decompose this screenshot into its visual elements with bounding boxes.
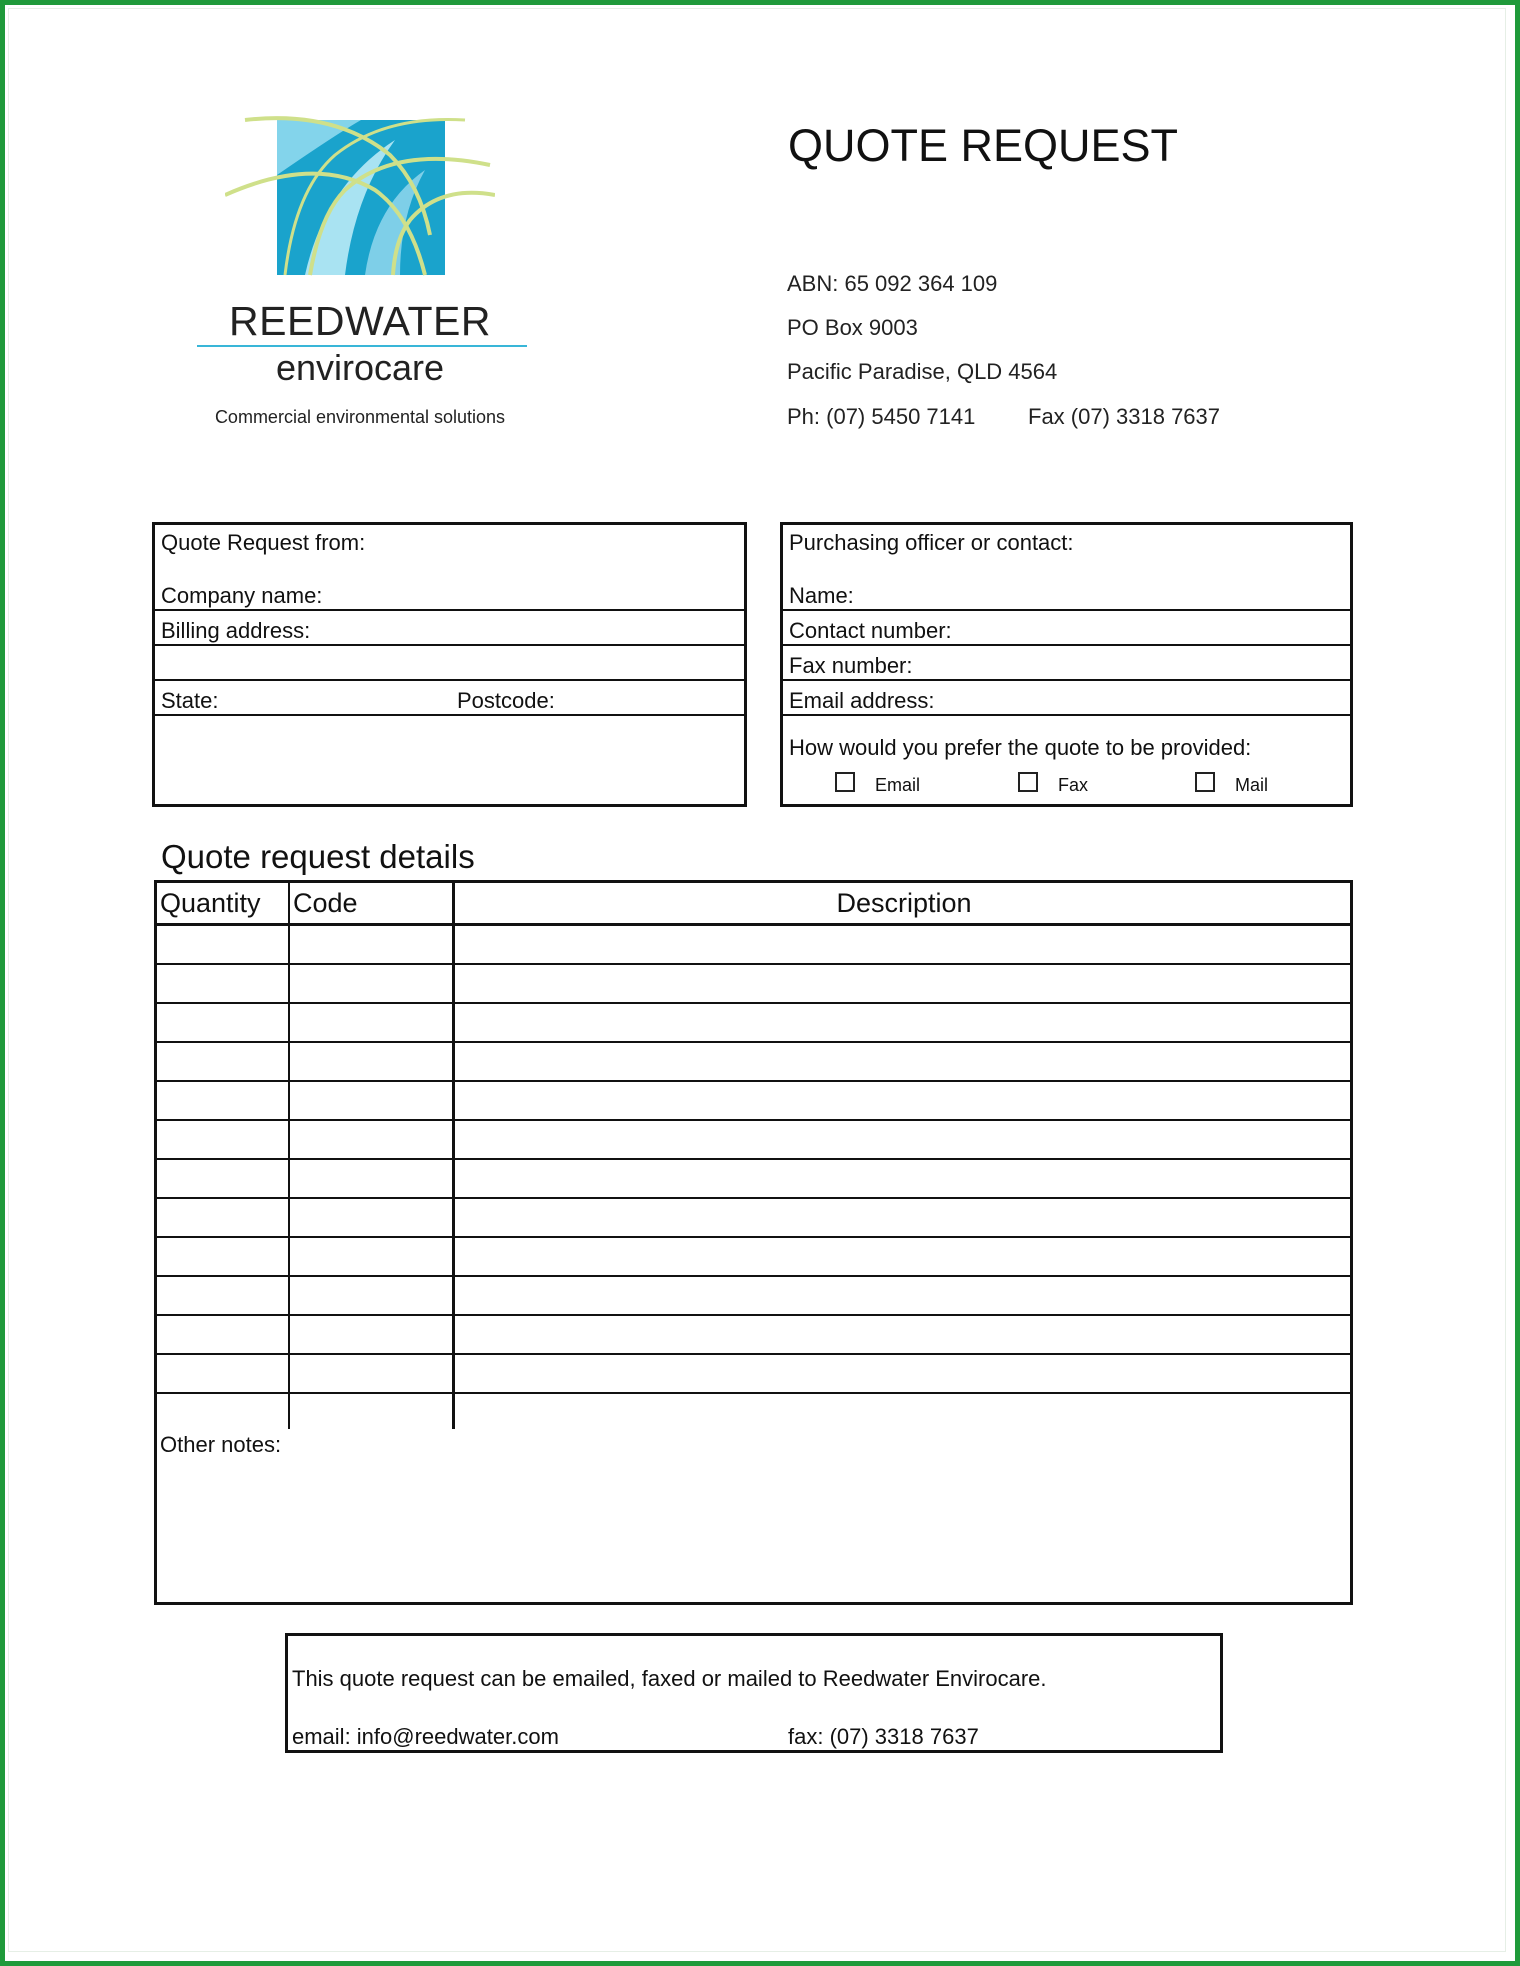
- fax-checkbox[interactable]: [1018, 772, 1038, 792]
- code-cell[interactable]: [289, 1354, 454, 1393]
- table-row: [156, 1081, 1352, 1120]
- other-notes-label: Other notes:: [160, 1432, 282, 1457]
- quantity-cell[interactable]: [156, 1276, 290, 1315]
- reedwater-logo: [225, 115, 495, 280]
- mail-checkbox[interactable]: [1195, 772, 1215, 792]
- fax-number-line[interactable]: [783, 679, 1350, 681]
- abn-text: ABN: 65 092 364 109: [787, 271, 998, 296]
- description-cell[interactable]: [454, 1042, 1352, 1081]
- code-cell[interactable]: [289, 1315, 454, 1354]
- footer-email: email: info@reedwater.com: [292, 1724, 559, 1749]
- email-address-label: Email address:: [789, 688, 935, 713]
- page-title: QUOTE REQUEST: [788, 120, 1179, 171]
- table-row: [156, 1159, 1352, 1198]
- email-checkbox[interactable]: [835, 772, 855, 792]
- code-cell[interactable]: [289, 925, 454, 965]
- table-row: [156, 1393, 1352, 1433]
- code-cell[interactable]: [289, 1393, 454, 1433]
- description-cell[interactable]: [454, 1003, 1352, 1042]
- table-row: [156, 1237, 1352, 1276]
- brand-tagline: Commercial environmental solutions: [214, 407, 506, 427]
- code-cell[interactable]: [289, 964, 454, 1003]
- table-row: [156, 925, 1352, 965]
- quote-from-box: [152, 522, 747, 807]
- quantity-cell[interactable]: [156, 1315, 290, 1354]
- address-text: Pacific Paradise, QLD 4564: [787, 359, 1058, 384]
- state-label: State:: [161, 688, 219, 713]
- contact-heading: Purchasing officer or contact:: [789, 530, 1074, 555]
- code-header: Code: [289, 882, 454, 925]
- billing-address-line[interactable]: [155, 644, 744, 646]
- quantity-cell[interactable]: [156, 1159, 290, 1198]
- state-line[interactable]: [155, 714, 744, 716]
- postcode-label: Postcode:: [457, 688, 555, 713]
- quantity-header: Quantity: [156, 882, 290, 925]
- description-cell[interactable]: [454, 1315, 1352, 1354]
- table-row: [156, 1120, 1352, 1159]
- details-title: Quote request details: [161, 838, 475, 875]
- description-cell[interactable]: [454, 1276, 1352, 1315]
- quantity-cell[interactable]: [156, 1393, 290, 1433]
- table-row: [156, 1315, 1352, 1354]
- contact-name-label: Name:: [789, 583, 854, 608]
- footer-fax: fax: (07) 3318 7637: [788, 1724, 979, 1749]
- footer-message: This quote request can be emailed, faxed or mailed to Reedwater Envirocare.: [292, 1666, 1047, 1691]
- email-option-label: Email: [875, 775, 921, 795]
- contact-box: [780, 522, 1353, 807]
- description-cell[interactable]: [454, 1159, 1352, 1198]
- contact-number-label: Contact number:: [789, 618, 952, 643]
- description-cell[interactable]: [454, 1198, 1352, 1237]
- code-cell[interactable]: [289, 1081, 454, 1120]
- code-cell[interactable]: [289, 1120, 454, 1159]
- description-cell[interactable]: [454, 1081, 1352, 1120]
- preference-question: How would you prefer the quote to be provided:: [789, 735, 1252, 760]
- footer-box: [285, 1633, 1223, 1753]
- code-cell[interactable]: [289, 1276, 454, 1315]
- code-cell[interactable]: [289, 1042, 454, 1081]
- quantity-cell[interactable]: [156, 964, 290, 1003]
- contact-name-line[interactable]: [783, 609, 1350, 611]
- other-notes-box[interactable]: [154, 1429, 1353, 1605]
- billing-address-line-2[interactable]: [155, 679, 744, 681]
- quantity-cell[interactable]: [156, 925, 290, 965]
- phone-text: Ph: (07) 5450 7141: [787, 404, 976, 429]
- fax-number-label: Fax number:: [789, 653, 913, 678]
- quantity-cell[interactable]: [156, 1354, 290, 1393]
- fax-text: Fax (07) 3318 7637: [1028, 404, 1221, 429]
- quantity-cell[interactable]: [156, 1237, 290, 1276]
- table-row: [156, 1198, 1352, 1237]
- billing-address-label: Billing address:: [161, 618, 311, 643]
- quantity-cell[interactable]: [156, 1120, 290, 1159]
- quantity-cell[interactable]: [156, 1198, 290, 1237]
- contact-number-line[interactable]: [783, 644, 1350, 646]
- description-cell[interactable]: [454, 1354, 1352, 1393]
- description-cell[interactable]: [454, 1237, 1352, 1276]
- table-row: [156, 1042, 1352, 1081]
- brand-name: REEDWATER: [229, 298, 491, 344]
- description-header: Description: [454, 882, 1352, 925]
- description-cell[interactable]: [454, 964, 1352, 1003]
- table-row: [156, 1003, 1352, 1042]
- from-heading: Quote Request from:: [161, 530, 366, 555]
- email-address-line[interactable]: [783, 714, 1350, 716]
- code-cell[interactable]: [289, 1003, 454, 1042]
- items-table: [154, 880, 1353, 1434]
- fax-option-label: Fax: [1058, 775, 1089, 795]
- code-cell[interactable]: [289, 1237, 454, 1276]
- code-cell[interactable]: [289, 1198, 454, 1237]
- description-cell[interactable]: [454, 1393, 1352, 1433]
- table-row: [156, 964, 1352, 1003]
- quantity-cell[interactable]: [156, 1042, 290, 1081]
- items-header-row: [156, 882, 1352, 925]
- table-row: [156, 1276, 1352, 1315]
- description-cell[interactable]: [454, 1120, 1352, 1159]
- items-body: [156, 925, 1352, 1433]
- company-name-label: Company name:: [161, 583, 323, 608]
- brand-sub: envirocare: [275, 347, 445, 388]
- code-cell[interactable]: [289, 1159, 454, 1198]
- po-box-text: PO Box 9003: [787, 315, 918, 340]
- table-row: [156, 1354, 1352, 1393]
- company-name-line[interactable]: [155, 609, 744, 611]
- mail-option-label: Mail: [1235, 775, 1269, 795]
- quantity-cell[interactable]: [156, 1003, 290, 1042]
- quantity-cell[interactable]: [156, 1081, 290, 1120]
- description-cell[interactable]: [454, 925, 1352, 965]
